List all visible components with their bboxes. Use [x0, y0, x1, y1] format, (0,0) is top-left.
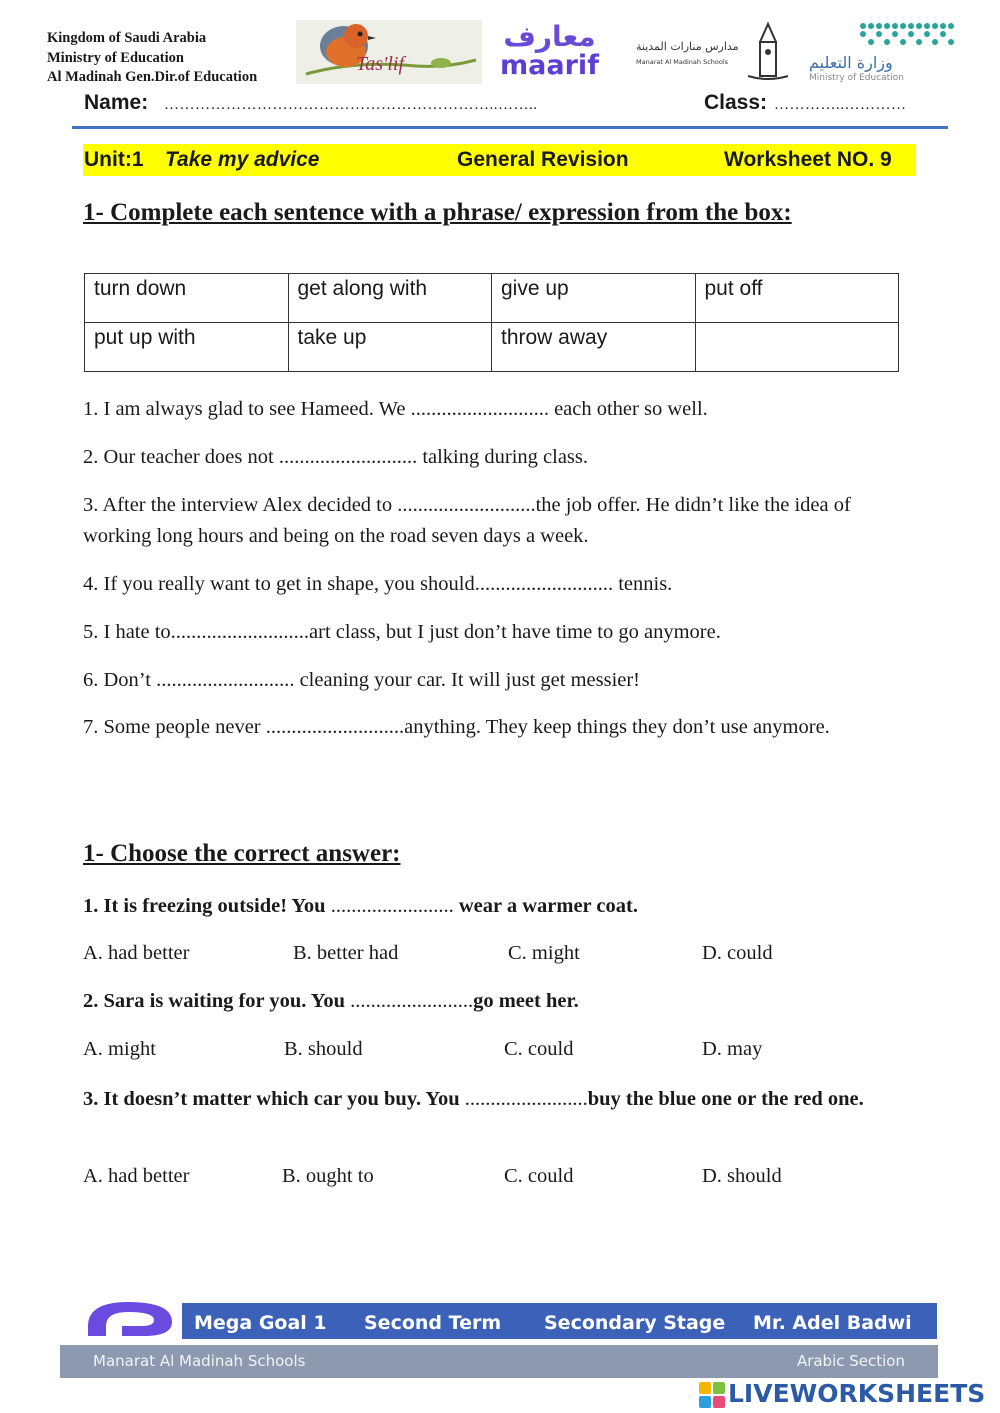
- question-2: [83, 987, 918, 1015]
- option-c[interactable]: C. could: [504, 1038, 574, 1060]
- options-row: [83, 1162, 918, 1192]
- option-c[interactable]: C. could: [504, 1165, 574, 1187]
- footer-teacher: Mr. Adel Badwi: [753, 1312, 912, 1334]
- org-line: Kingdom of Saudi Arabia: [47, 30, 207, 46]
- question-text: 3. It doesn’t matter which car you buy. You: [83, 1088, 460, 1110]
- question-3: [83, 1083, 918, 1115]
- liveworksheets-icon: [698, 1381, 726, 1409]
- footer-bar: [182, 1303, 937, 1339]
- options-row: [83, 939, 918, 969]
- maarif-logo: [487, 22, 612, 84]
- phrase-cell: put up with: [85, 323, 289, 372]
- answer-blank[interactable]: ........................: [344, 990, 474, 1012]
- footer-stage: Secondary Stage: [544, 1312, 726, 1334]
- answer-blank[interactable]: ........................: [325, 895, 459, 917]
- option-a[interactable]: A. had better: [83, 1165, 190, 1187]
- question-text: wear a warmer coat.: [458, 895, 638, 917]
- sentence-1[interactable]: 1. I am always glad to see Hameed. We ........................... each other so well.: [83, 398, 708, 420]
- unit-title: Take my advice: [165, 148, 320, 171]
- option-a[interactable]: A. might: [83, 1038, 156, 1060]
- worksheet-number: Worksheet NO. 9: [724, 148, 892, 171]
- question-text: go meet her.: [473, 990, 579, 1012]
- sentence-7[interactable]: 7. Some people never ...........................anything. They keep things they don’t use anymore.: [83, 716, 830, 738]
- revision-label: General Revision: [457, 148, 629, 171]
- question-1: [83, 892, 918, 920]
- org-line: Ministry of Education: [47, 49, 184, 66]
- sentence-3[interactable]: 3. After the interview Alex decided to ...........................the job offer. He didn’t like the idea of working long hours and being on the road seven days a week.: [83, 494, 851, 547]
- class-field[interactable]: …………..…………: [774, 97, 907, 113]
- phrase-cell: turn down: [85, 274, 289, 323]
- phrase-box-row: [85, 323, 899, 372]
- bird-logo: [296, 20, 482, 84]
- bird-logo-text: Tas'lif: [356, 53, 405, 75]
- phrase-cell: get along with: [288, 274, 492, 323]
- manarat-logo: [632, 20, 800, 86]
- option-d[interactable]: D. should: [702, 1165, 782, 1187]
- phrase-cell: [695, 323, 899, 372]
- option-b[interactable]: B. ought to: [282, 1165, 374, 1187]
- sentence-4[interactable]: 4. If you really want to get in shape, you should........................... tennis.: [83, 573, 673, 595]
- phrase-box: [84, 273, 899, 372]
- footer-book: Mega Goal 1: [194, 1312, 327, 1334]
- maarif-english: maarif: [500, 50, 599, 81]
- phrase-cell: take up: [288, 323, 492, 372]
- unit-number: Unit:1: [84, 148, 144, 171]
- question-text: 1. It is freezing outside! You: [83, 895, 326, 917]
- question-text: buy the blue one or the red one.: [587, 1088, 864, 1110]
- footer-section: Arabic Section: [796, 1352, 905, 1370]
- org-line: Al Madinah Gen.Dir.of Education: [47, 69, 258, 85]
- phrase-cell: give up: [492, 274, 696, 323]
- footer-logo: [82, 1296, 178, 1342]
- manarat-english: Manarat Al Madinah Schools: [636, 58, 729, 66]
- phrase-cell: throw away: [492, 323, 696, 372]
- option-a[interactable]: A. had better: [83, 942, 190, 964]
- ministry-english: Ministry of Education: [809, 73, 904, 83]
- section2-heading: 1- Choose the correct answer:: [83, 840, 401, 867]
- footer-school-bar: [60, 1345, 938, 1378]
- name-label: Name:: [84, 91, 149, 114]
- phrase-cell: put off: [695, 274, 899, 323]
- name-class-row: [84, 91, 926, 121]
- sentence-2[interactable]: 2. Our teacher does not ........................... talking during class.: [83, 446, 589, 468]
- option-c[interactable]: C. might: [508, 942, 580, 964]
- option-b[interactable]: B. better had: [293, 942, 399, 964]
- options-row: [83, 1035, 918, 1065]
- section1-heading: 1- Complete each sentence with a phrase/ expression from the box:: [83, 199, 792, 226]
- ministry-arabic: وزارة التعليم: [809, 53, 893, 72]
- ministry-logo: [805, 18, 965, 88]
- maarif-arabic: معارف: [503, 20, 596, 53]
- liveworksheets-text: LIVEWORKSHEETS: [728, 1379, 986, 1408]
- name-field[interactable]: ………………………………………………………..……..: [164, 97, 538, 113]
- sentence-5[interactable]: 5. I hate to...........................art class, but I just don’t have time to go anymore.: [83, 621, 721, 643]
- header-divider: [72, 126, 948, 129]
- option-d[interactable]: D. could: [702, 942, 773, 964]
- class-label: Class:: [704, 91, 768, 114]
- footer-school: Manarat Al Madinah Schools: [93, 1352, 306, 1370]
- question-text: 2. Sara is waiting for you. You: [83, 990, 345, 1012]
- option-b[interactable]: B. should: [284, 1038, 363, 1060]
- unit-bar: [83, 144, 916, 176]
- answer-blank[interactable]: ........................: [459, 1088, 588, 1110]
- footer-term: Second Term: [364, 1312, 502, 1334]
- option-d[interactable]: D. may: [702, 1038, 763, 1060]
- phrase-box-row: [85, 274, 899, 323]
- organization-block: [47, 29, 257, 88]
- manarat-arabic: مدارس منارات المدينة: [636, 40, 739, 53]
- sentence-6[interactable]: 6. Don’t ........................... cleaning your car. It will just get messier!: [83, 669, 641, 691]
